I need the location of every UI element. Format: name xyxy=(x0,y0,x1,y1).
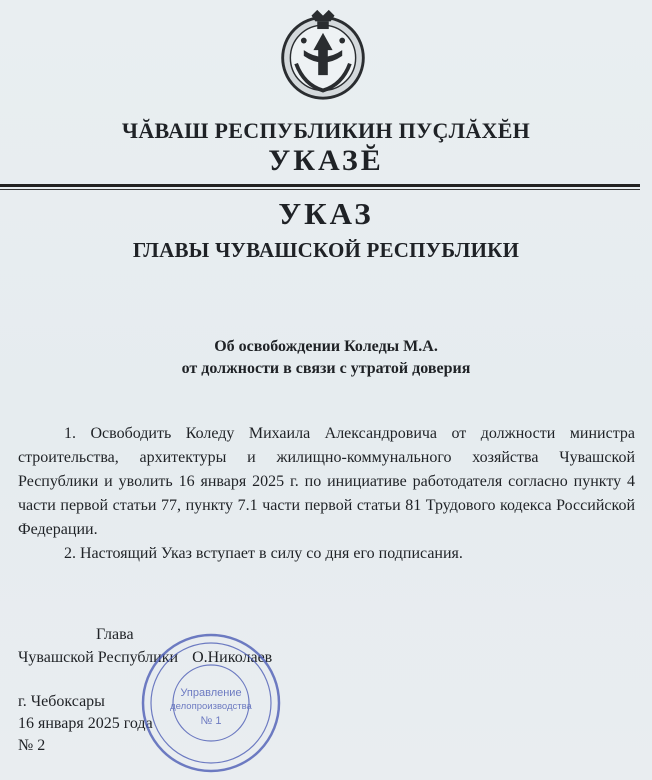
paragraph-1: 1. Освободить Коледу Михаила Александровича от должности министра строительства, архитектуры и жилищно-коммунального хозяйства Чувашской Республики и уволить 16 января 2025 г. по инициативе работодателя согласно пункту 4 части первой статьи 77, пункту 7.1 части первой статьи 81 Трудового кодекса Российской Федерации. xyxy=(18,425,635,538)
signature-title-line-1: Глава xyxy=(96,626,134,643)
header-chuvash-title: ЧĂВАШ РЕСПУБЛИКИН ПУÇЛĂХĔН xyxy=(121,118,531,143)
decree-date: 16 января 2025 года xyxy=(18,715,153,732)
seal-line-1: Управление xyxy=(180,687,242,699)
header-chuvash-decree: УКАЗĔ xyxy=(268,144,384,177)
official-seal xyxy=(140,632,282,774)
header-divider xyxy=(0,184,640,187)
decree-subject xyxy=(0,336,652,380)
chuvash-coat-of-arms-icon xyxy=(275,6,371,102)
decree-body xyxy=(18,422,635,566)
signature-title-line-2: Чувашской Республики xyxy=(18,649,179,666)
header-divider-thin xyxy=(0,189,640,190)
seal-line-3: № 1 xyxy=(200,715,222,727)
paragraph-2: 2. Настоящий Указ вступает в силу со дня его подписания. xyxy=(64,545,463,562)
subject-line-1: Об освобождении Коледы М.А. xyxy=(214,338,438,355)
place-and-date xyxy=(18,691,153,757)
subject-line-2: от должности в связи с утратой доверия xyxy=(181,360,471,377)
header-russian-title: ГЛАВЫ ЧУВАШСКОЙ РЕСПУБЛИКИ xyxy=(132,238,520,262)
seal-line-2: делопроизводства xyxy=(170,701,252,712)
city: г. Чебоксары xyxy=(18,693,105,710)
decree-number: № 2 xyxy=(18,737,46,754)
header-russian-decree: УКАЗ xyxy=(278,196,374,231)
signature-name: О.Николаев xyxy=(192,649,273,666)
